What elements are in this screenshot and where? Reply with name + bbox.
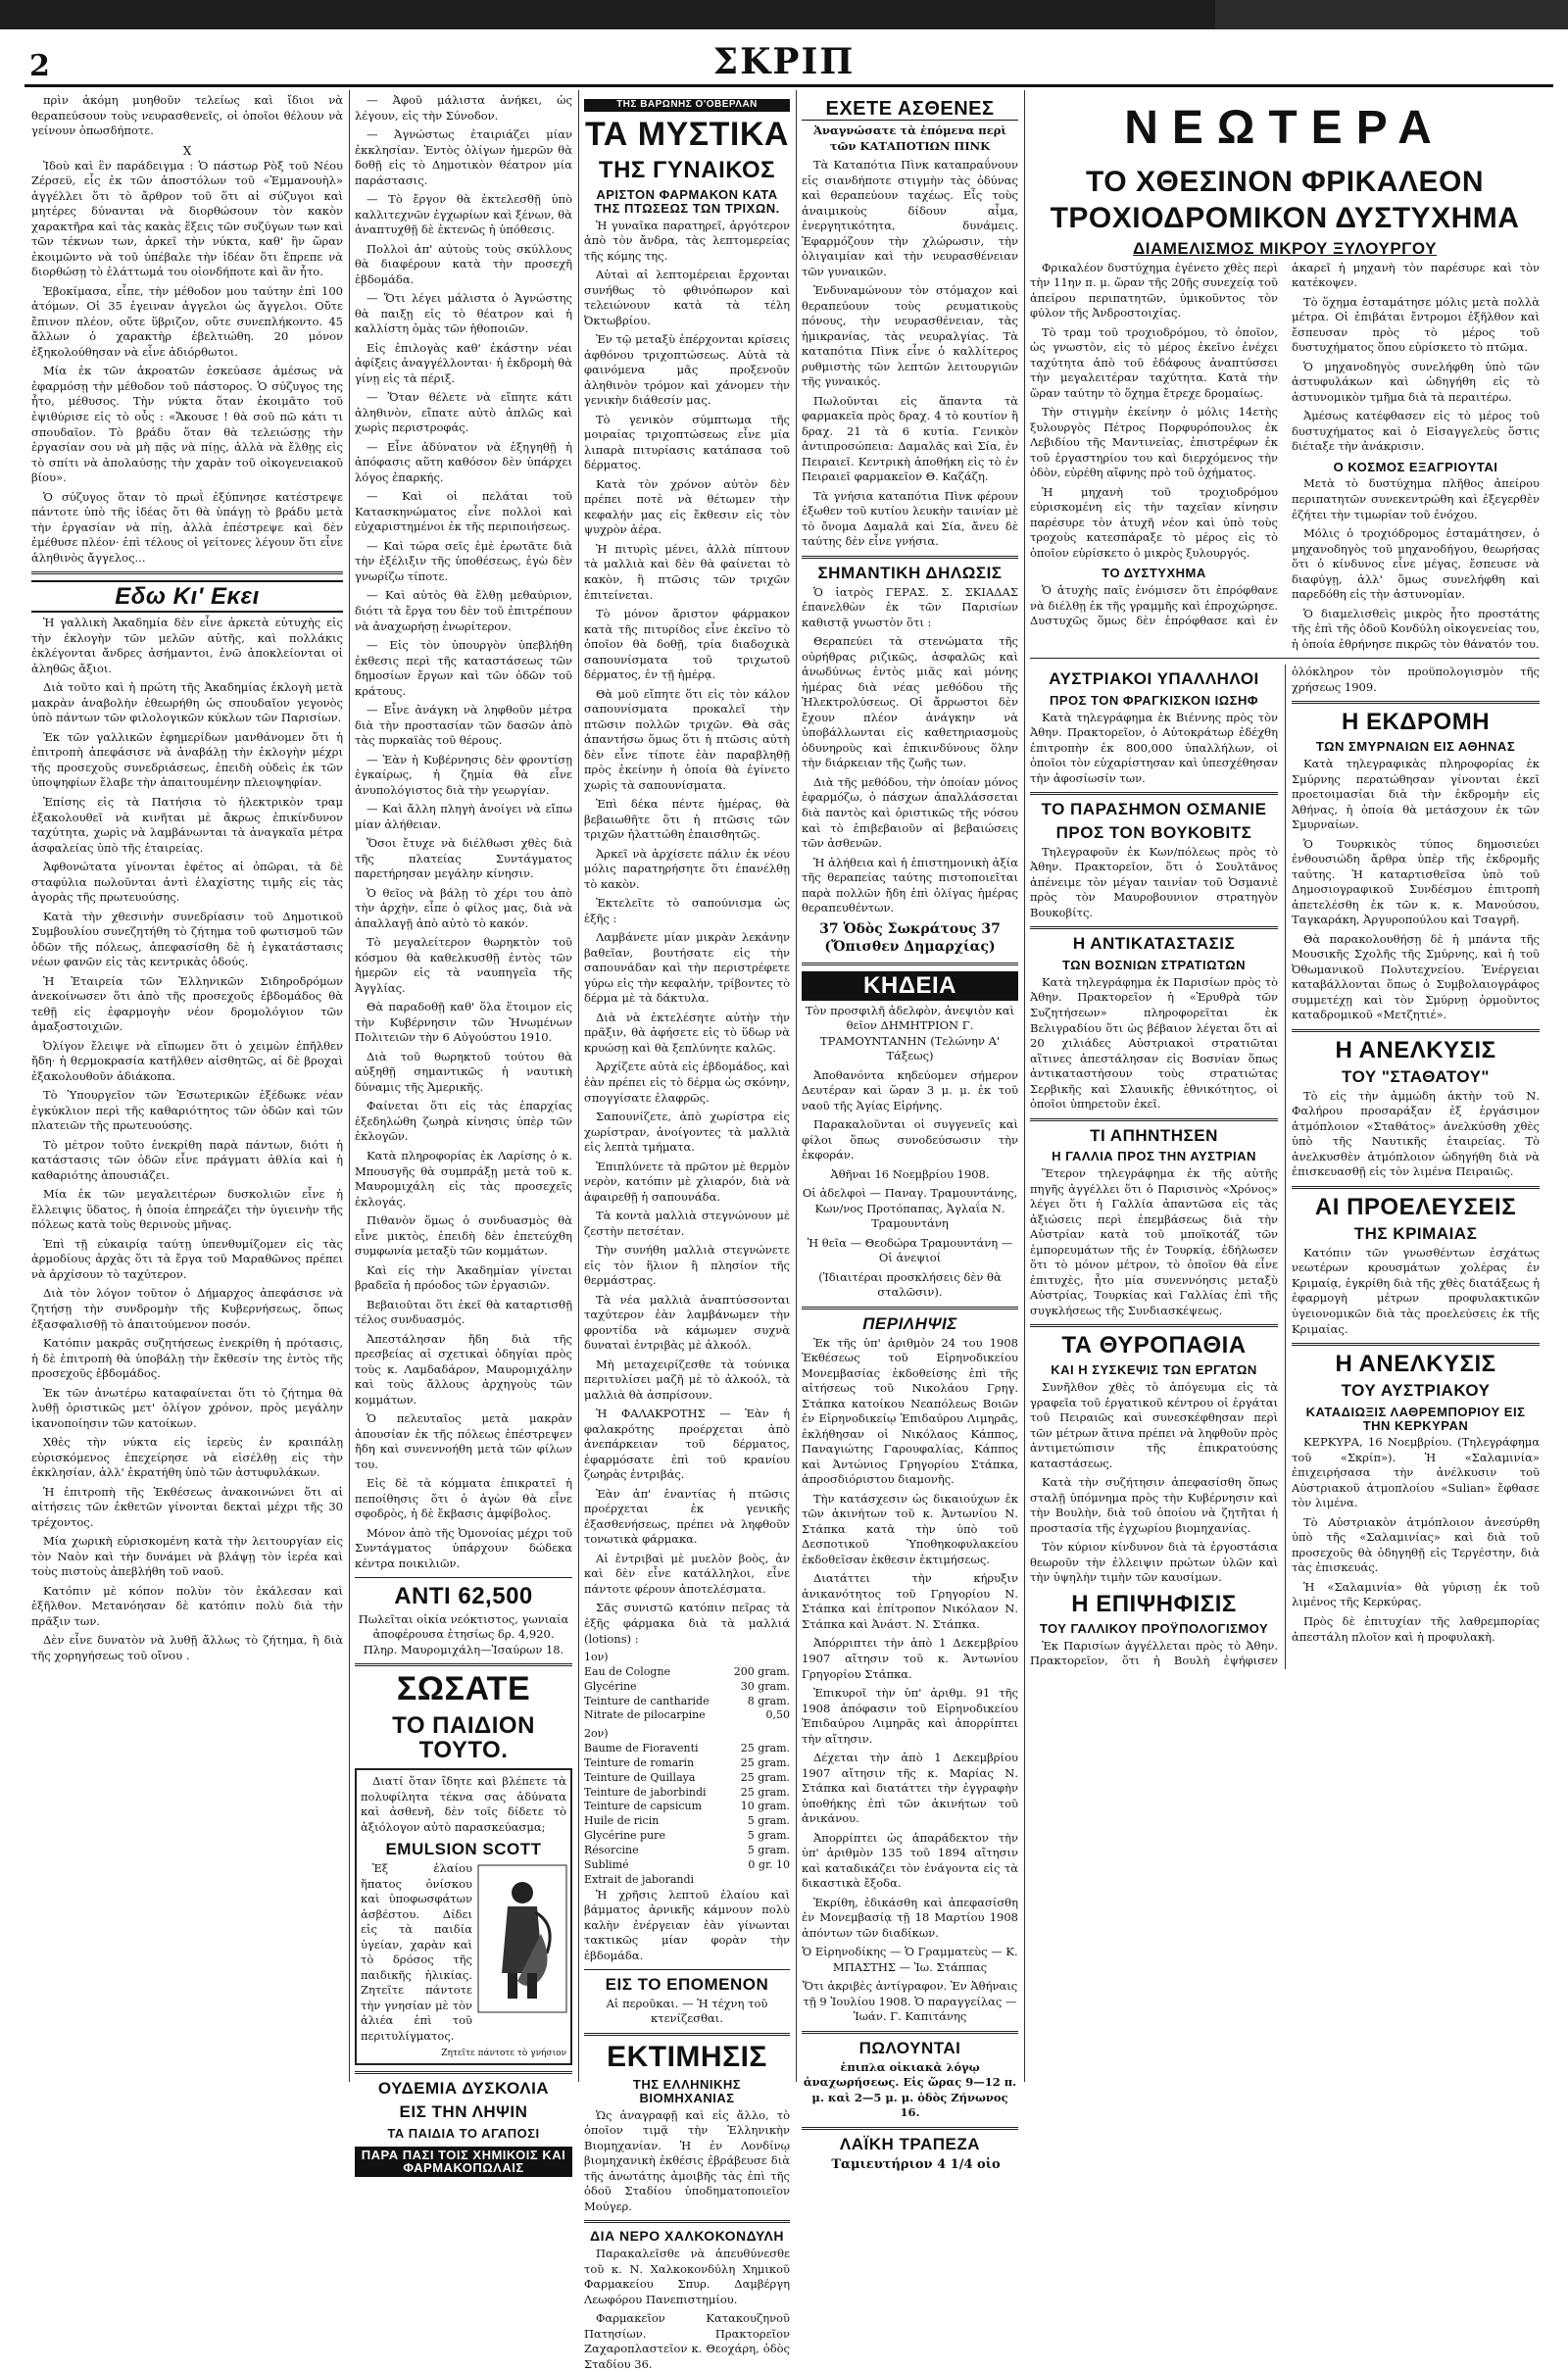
formula-row: Glycérine pure 5 gram. xyxy=(584,1829,790,1843)
news-item: Τὸ μέτρον τοῦτο ἐνεκρίθη παρὰ πάντων, διότι ἡ κατάστασις τῶν ὁδῶν εἶνε πράγματι ἀθλία καὶ ἡ καθαριότης ἀπουσιάζει. xyxy=(31,1137,343,1182)
legal-text: Διατάττει τὴν κήρυξιν ἀνικανότητος τοῦ Γρηγορίου Ν. Στάπκα καὶ ἐπίτροπον Νικόλαον Ν. Στάπκα καὶ Ἀνάστ. Ν. Στάπκα. xyxy=(802,1571,1018,1631)
ad-heading: ΣΩΣΑΤΕ xyxy=(396,1670,531,1708)
section-banner: ΝΕΩΤΕΡΑ xyxy=(1124,102,1446,154)
article-paragraph: Ἡ πιτυρὶς μένει, ἀλλὰ πίπτουν τὰ μαλλιὰ καὶ δὲν θὰ φαίνεται τὸ κακὸν, ἢ πτῶσις τῶν τριχῶν ἐπιτείνεται. xyxy=(584,541,790,602)
ad-heading: ΠΑΡΑ ΠΑΣΙ ΤΟΙΣ ΧΗΜΙΚΟΙΣ ΚΑΙ ΦΑΡΜΑΚΟΠΩΛΑΙΣ xyxy=(355,2147,572,2177)
obituary-text: Παρακαλοῦνται οἱ συγγενεῖς καὶ φίλοι ὅπως συνοδεύσωσιν τὴν ἐκφοράν. xyxy=(802,1117,1018,1162)
ad-text: Παρακαλεῖσθε νὰ ἀπευθύνεσθε τοῦ κ. Ν. Χαλκοκονδύλη Χημικοῦ Φαρμακείου Σπυρ. Δαμβέργη Λεωφόρου Πανεπιστημίου. xyxy=(584,2247,790,2306)
formula-list-1 xyxy=(584,1651,790,1723)
article-paragraph: Λαμβάνετε μίαν μικρὰν λεκάνην βαθεῖαν, βουτήσατε εἰς τὴν σαπουνάδαν καὶ τὴν περιστρέφετε γύρω εἰς τὴν κεφαλήν, τρίβοντες τὸ δέρμα μὲ τὰ δάκτυλα. xyxy=(584,930,790,1006)
article-paragraph: — Καὶ ἄλλη πληγὴ ἀνοίγει νὰ εἴπω μίαν ἀλήθειαν. xyxy=(355,802,572,831)
article-paragraph: Ὁ ἀτυχὴς παῖς ἐνόμισεν ὅτι ἐπρόφθανε νὰ διέλθῃ ἐκ τῆς γραμμῆς καὶ ἐπροχώρησε. Δυστυχῶς ὅμως δὲν ἐπρόφθασε καὶ ἐν ἀκαρεῖ ἡ μηχανὴ τὸν παρέσυρε καὶ τὸν κατέκοψεν. xyxy=(1030,260,1540,628)
column-3 xyxy=(584,93,790,2371)
column-divider xyxy=(1024,90,1025,2082)
article-paragraph: — Καὶ αὐτὸς θὰ ἔλθῃ μεθαύριον, διότι τὰ ἔργα του δὲν τοῦ ἐπιτρέπουν νὰ ἀναχωρήσῃ ἐνωρίτερον. xyxy=(355,588,572,633)
formula-row: Teinture de cantharide 8 gram. xyxy=(584,1694,790,1707)
article-subheading: Η ΓΑΛΛΙΑ ΠΡΟΣ ΤΗΝ ΑΥΣΤΡΙΑΝ xyxy=(1052,1149,1256,1164)
article-paragraph: Θὰ παραδοθῇ καθ' ὅλα ἕτοιμον εἰς τὴν Κυβέρνησιν τῶν Ἡνωμένων Πολιτειῶν τὴν 6 Αὐγούστου 1910. xyxy=(355,1000,572,1045)
article-paragraph: Καὶ εἰς τὴν Ἀκαδημίαν γίνεται βραδεῖα ἡ πρόοδος τῶν ἐργασιῶν. xyxy=(355,1262,572,1293)
legal-text: Ἀπορρίπτει ὡς ἀπαράδεκτον τὴν ὑπ' ἀριθμὸν 135 τοῦ 1894 αἴτησιν καὶ καταδικάζει τὸν ἐνάγοντα εἰς τὰ δικαστικὰ ἔξοδα. xyxy=(802,1830,1018,1891)
formula-row: Sublimé 0 gr. 10 xyxy=(584,1857,790,1871)
article-paragraph: Σαπουνίζετε, ἀπὸ χωρίστρα εἰς χωρίστραν, ἀνοίγοντες τὰ μαλλιὰ εἰς λεπτὰ τμήματα. xyxy=(584,1110,790,1155)
news-item: Τὸ Ὑπουργεῖον τῶν Ἐσωτερικῶν ἐξέδωκε νέαν ἐγκύκλιον περὶ τῆς καθαριότητος τῶν ὁδῶν καὶ τῶν πλατειῶν τῆς πρωτευούσης. xyxy=(31,1088,343,1133)
column-5 xyxy=(1030,93,1540,2080)
notice-address: 37 Ὁδὸς Σωκράτους 37 (Ὄπισθεν Δημαρχίας) xyxy=(819,920,1001,956)
ad-text: Ἀναγνώσατε τὰ ἑπόμενα περὶ τῶν ΚΑΤΑΠΟΤΙΩΝ ΠΙΝΚ xyxy=(813,124,1006,153)
news-item: Ἐπίσης εἰς τὰ Πατήσια τὸ ἡλεκτρικὸν τραμ ἐξακολουθεῖ νὰ κινῆται μὲ ἄκρως ἐπικίνδυνον ταχύτητα, χωρὶς νὰ λαμβάνωνται τὰ ἀναγκαῖα μέτρα ἀσφαλείας ὑπὸ τῆς ἑταιρείας. xyxy=(31,795,343,855)
article-paragraph: Ἐκ Παρισίων ἀγγέλλεται πρὸς τὸ Ἀθην. Πρακτορεῖον, ὅτι ἡ Βουλὴ ἐψήφισεν ὁλόκληρον τὸν προϋπολογισμὸν τῆς χρήσεως 1909. xyxy=(1030,665,1540,1668)
article-headline: ΕΚΤΙΜΗΣΙΣ xyxy=(607,2040,767,2073)
article-headline: Η ΑΝΕΛΚΥΣΙΣ xyxy=(1335,1351,1496,1378)
news-columns xyxy=(1030,665,1540,1668)
article-paragraph: Κατὰ τὸν χρόνον αὐτὸν δὲν πρέπει ποτὲ νὰ θέτωμεν τὴν κεφαλήν μας εἰς ἔκθεσιν εἰς τὸν ψυχρὸν ἀέρα. xyxy=(584,476,790,537)
article-paragraph: — Ἀφοῦ μάλιστα ἀνήκει, ὡς λέγουν, εἰς τὴν Σύνοδον. xyxy=(355,93,572,123)
legal-text: Ἐκ τῆς ὑπ' ἀριθμὸν 24 του 1908 Ἐκθέσεως τοῦ Εἰρηνοδικείου Μονεμβασίας ἐκδοθείσης ἐπὶ τῆς αἰτήσεως τοῦ Νικολάου Γρηγ. Στάπκα κατοίκου Νεαπόλεως Βοιῶν ἐν Εἰρηνοδικείῳ Ἐπιδαύρου Λιμηρᾶς, ἐκλήθησαν οἱ Νικόλαος Κάππος, Παναγιώτης Γαρουφαλίας, Κάππος καὶ Ἀντώνιος Γρηγορίου Στάπκα, ἀπροσδιόριστου διαμονῆς. xyxy=(802,1335,1018,1487)
section-heading: ΠΕΡΙΛΗΨΙΣ xyxy=(862,1313,957,1333)
article-paragraph: Μετὰ τὸ δυστύχημα πλῆθος ἀπείρου περιπατητῶν συνεκεντρώθη καὶ ἐξεγερθὲν ἐζήτει τὴν τιμωρίαν τοῦ ἐνόχου. xyxy=(1292,476,1540,521)
article-paragraph: Πιθανὸν ὅμως ὁ συνδυασμὸς θὰ εἶνε μικτὸς, ἐπειδὴ δὲν ἐπετεύχθη συμφωνία μεταξὺ τῶν κομμάτων. xyxy=(355,1213,572,1259)
formula-list-2 xyxy=(584,1727,790,1887)
ad-heading: ΑΝΤΙ 62,500 xyxy=(394,1583,533,1610)
notice-text: Διὰ τῆς μεθόδου, τὴν ὁποίαν μόνος ἐφαρμόζω, ὁ πάσχων ἀπαλλάσσεται διὰ παντὸς καὶ ὁριστικῶς τῆς νόσου καὶ τὸ ἐπιβεβαιοῦν αἱ βεβαιώσεις τῶν ἀσθενῶν. xyxy=(802,774,1018,851)
section-heading: ΣΗΜΑΝΤΙΚΗ ΔΗΛΩΣΙΣ xyxy=(817,563,1003,582)
legal-text: Ὁ Εἰρηνοδίκης — Ὁ Γραμματεὺς — Κ. ΜΠΑΣΤΗΣ — Ἰω. Στάππας xyxy=(802,1945,1018,1974)
article-headline: Η ΕΚΔΡΟΜΗ xyxy=(1341,709,1491,736)
news-item: Χθὲς τὴν νύκτα εἰς ἰερεὺς ἐν κραιπάλῃ εὑρισκόμενος ἐπεχείρησε νὰ εἰσέλθῃ εἰς τὴν ἐκκλησίαν, ἀλλ' ἐκρατήθη ὑπὸ τῶν ἀστυφυλάκων. xyxy=(31,1435,343,1480)
notice-text: Θεραπεύει τὰ στενώματα τῆς οὐρήθρας ριζικῶς, ἀσφαλῶς καὶ ἀνωδύνως ἐντὸς μιᾶς καὶ μόνης ἡμέρας διὰ νέας μεθόδου τῆς Ἡλεκτρολύσεως. Οἱ ἄρρωστοι δὲν ἔχουν πλέον ἀνάγκην νὰ ὑποβάλλωνται εἰς καθετηριασμοὺς ὀδυνηροὺς καὶ ἐπικινδύνους ὅλην τὴν διάρκειαν τῆς ζωῆς των. xyxy=(802,634,1018,770)
news-item: Δὲν εἶνε δυνατὸν νὰ λυθῇ ἄλλως τὸ ζήτημα, ἢ διὰ τῆς χορηγήσεως τοῦ οἴνου . xyxy=(31,1633,343,1662)
article-paragraph: Ἕτερον τηλεγράφημα ἐκ τῆς αὐτῆς πηγῆς ἀγγέλλει ὅτι ὁ Παρισινὸς «Χρόνος» λέγει ὅτι ἡ Γαλλία ἀπαντῶσα εἰς τὰς ἀξιώσεις περὶ ἐπεμβάσεως διὰ τὴν Αὐστρίαν κατὰ τοῦ μποϊκοτάζ τῶν ἐμπορευμάτων τῆς ἐν Τουρκίᾳ, ἐδήλωσεν ὅτι τὸ μόνον μέτρον, τὸ ὁποῖον θὰ εἶνε ἐπιτυχὲς, ἦτο μία συνεννόησις μεταξὺ Αὐστρίας, Τουρκίας καὶ Γαλλίας ἐπὶ τῆς συγκλήσεως τῆς Συνδιασκέψεως. xyxy=(1030,1166,1278,1317)
article-subheading: ΤΗΣ ΕΛΛΗΝΙΚΗΣ ΒΙΟΜΗΧΑΝΙΑΣ xyxy=(632,2077,742,2106)
article-paragraph: Τηλεγραφοῦν ἐκ Κων/πόλεως πρὸς τὸ Ἀθην. Πρακτορεῖον, ὅτι ὁ Σουλτᾶνος ἀπένειμε τὸν μέγαν ταινίαν τοῦ Ὀσμανιὲ πρὸς τὸν Μαυροβουνιον στρατηγὸν Βουκοβίτς. xyxy=(1030,844,1278,919)
legal-text: Ἐπικυροῖ τὴν ὑπ' ἀριθμ. 91 τῆς 1908 ἀπόφασιν τοῦ Εἰρηνοδικείου Ἐπιδαύρου Λιμηρᾶς καὶ ἀπορρίπτει τὴν αἴτησιν. xyxy=(802,1686,1018,1746)
article-paragraph: Φρικαλέον δυστύχημα ἐγένετο χθὲς περὶ τὴν 11ην π. μ. ὥραν τῆς 20ῆς συνεχείᾳ τοῦ ἀπείρου περιπατητῶν, ὑμικοῦντος τὸν φύλον τῆς Ἀνδροστοιχίας. xyxy=(1030,260,1278,321)
article-paragraph: Συνῆλθον χθὲς τὸ ἀπόγευμα εἰς τὰ γραφεῖα τοῦ ἐργατικοῦ κέντρου οἱ ἐργάται τοῦ Πειραιῶς καὶ συνεσκέφθησαν περὶ τῶν μέτρων ἅτινα πρέπει νὰ ληφθοῦν πρὸς ἀντιμετώπισιν τῆς ἐπικρατούσης καταστάσεως. xyxy=(1030,1380,1278,1470)
article-paragraph: Διὰ νὰ ἐκτελέσητε αὐτὴν τὴν πρᾶξιν, θὰ ἀφήσετε εἰς τὸ ὕδωρ νὰ κρυώσῃ καὶ θὰ ξεπλύνητε καλῶς. xyxy=(584,1010,790,1055)
article-paragraph: Ἐπὶ δέκα πέντε ἡμέρας, θὰ βεβαιωθῆτε ὅτι ἡ πτῶσις τῶν τριχῶν ἠλαττώθη ἐπαισθητῶς. xyxy=(584,797,790,842)
article-paragraph: Ὁ διαμελισθεὶς μικρὸς ἦτο προστάτης τῆς ἐπὶ τῆς ὁδοῦ Κονδύλη οἰκογενείας του, ἡ ὁποία ἐθρήνησε πικρῶς τὸν θάνατόν του. xyxy=(1292,606,1540,651)
column-2 xyxy=(355,93,572,2176)
article-subheading: ΚΑΙ Η ΣΥΣΚΕΨΙΣ ΤΩΝ ΕΡΓΑΤΩΝ xyxy=(1051,1362,1257,1378)
article-subheading: ΤΗΣ ΚΡΙΜΑΙΑΣ xyxy=(1353,1224,1478,1244)
article-paragraph: — Καὶ οἱ πελάται τοῦ Κατασκηνώματος εἶνε πολλοὶ καὶ εὐχαριστημένοι ἐκ τῆς περιποιήσεως. xyxy=(355,489,572,534)
article-paragraph: Μόλις ὁ τροχιόδρομος ἐσταμάτησεν, ὁ μηχανοδηγὸς τοῦ μηχανοδήγου, θεωρήσας ὅτι ὁ κίνδυνος εἶνε μέγας, ἔσπευσε νὰ διαφύγῃ, ἀλλ' ὅμως συνελήφθη καὶ παρεδόθη εἰς τὴν ἀστυνομίαν. xyxy=(1292,526,1540,602)
article-paragraph: Διὰ τοῦ θωρηκτοῦ τούτου θὰ αὐξηθῇ σημαντικῶς ἡ ναυτικὴ δύναμις τῆς Ἀμερικῆς. xyxy=(355,1049,572,1094)
article-headline: ΤΡΟΧΙΟΔΡΟΜΙΚΟΝ ΔΥΣΤΥΧΗΜΑ xyxy=(1050,202,1520,235)
ad-text: Ἐνδυναμώνουν τὸν στόμαχον καὶ θεραπεύουν τοὺς ρευματικοὺς πόνους, τὴν νευρασθένειαν, τὰς ἡμικρανίας, τὰς νευραλγίας. Τὰ καταπότια Πὶνκ εἶνε ὁ καλλίτερος ρυθμιστὴς τῶν λεπτῶν λειτουργιῶν τῆς γυναικός. xyxy=(802,283,1018,389)
formula-row: Huile de ricin 5 gram. xyxy=(584,1814,790,1828)
article-headline: ΑΥΣΤΡΙΑΚΟΙ ΥΠΑΛΛΗΛΟΙ xyxy=(1049,669,1259,689)
article-paragraph: Ἀρχίζετε αὐτὰ εἰς ἑβδομάδος, καὶ ἐὰν πρέπει εἰς τὸ δέρμα ὡς σκόνην, σπογγίσατε ἐλαφρῶς. xyxy=(584,1060,790,1105)
ad-heading: ΕΙΣ ΤΗΝ ΛΗΨΙΝ xyxy=(399,2102,528,2122)
series-subtitle: ΤΗΣ ΒΑΡΩΝΗΣ Ο'ΟΒΕΡΛΑΝ xyxy=(584,99,790,112)
ad-text: Τὰ Καταπότια Πὶνκ καταπραΰνουν εἰς σιανδήποτε στιγμὴν τὰς ὀδύνας καὶ θεραπεύουν ταχέως. Εἶς τοὺς ἀναιμικοὺς δίδουν αἷμα, ἐνεργητικότητα, δυνάμεις. Ἐφαρμόζουν τὴν χλώρωσιν, τὴν ὀλιγαιμίαν καὶ τὴν νευρασθένειαν τῶν γυναικῶν. xyxy=(802,158,1018,278)
news-item: Μία ἐκ τῶν μεγαλειτέρων δυσκολιῶν εἶνε ἡ ἔλλειψις ὕδατος, ἡ ὁποία ἐπηρεάζει τὴν ὑγιεινὴν τῆς πόλεως κατὰ τοὺς θερινοὺς μῆνας. xyxy=(31,1187,343,1232)
section-heading: Ο ΚΟΣΜΟΣ ΕΞΑΓΡΙΟΥΤΑΙ xyxy=(1333,459,1498,474)
article-subheading: ΤΟΥ ΓΑΛΛΙΚΟΥ ΠΡΟΫΠΟΛΟΓΙΣΜΟΥ xyxy=(1039,1620,1269,1636)
ad-text: Ἐξ ἐλαίου ἥπατος ὀνίσκου καὶ ὑποφωσφάτων ἀσβέστου. Δίδει εἰς τὰ παιδία ὑγείαν, χαρὰν καὶ τὸ δρόσος τῆς παιδικῆς ἡλικίας. Ζητεῖτε πάντοτε τὴν γνησίαν μὲ τὸν ἁλιέα ἐπὶ τοῦ περιτυλίγματος. xyxy=(361,1861,472,2043)
article-paragraph: Πρὸς δὲ ἐπιτυχίαν τῆς λαθρεμπορίας ἀπεστάλη πλοῖον καὶ ἡ προφυλακὴ. xyxy=(1292,1614,1540,1644)
article-paragraph: Τὸ μεγαλείτερον θωρηκτὸν τοῦ κόσμου θὰ καθελκυσθῇ ἐντὸς τῶν ἡμερῶν εἰς τὰ ναυπηγεῖα τῆς Ἀγγλίας. xyxy=(355,935,572,995)
ad-text: Διατί ὅταν ἴδητε καὶ βλέπετε τὰ πολυφίλητα τέκνα σας ἀδύνατα καὶ ἀσθενῆ, δὲν τοῖς δίδετε τὸ ἀξιόλογον αὐτὸ παρασκεύασμα; xyxy=(361,1774,566,1834)
notice-text: Ὁ ἰατρὸς ΓΕΡΑΣ. Σ. ΣΚΙΑΔΑΣ ἐπανελθὼν ἐκ τῶν Παρισίων καθιστᾷ γνωστὸν ὅτι : xyxy=(802,584,1018,629)
article-paragraph: — Καὶ τώρα σεῖς ἐμὲ ἐρωτᾶτε διὰ τὴν ἐξέλιξιν τῆς ὑποθέσεως, ἐγὼ δὲν γνωρίζω τίποτε. xyxy=(355,538,572,583)
article-headline: Η ΕΠΙΨΗΦΙΣΙΣ xyxy=(1071,1590,1237,1617)
article-paragraph: — Ἀγνώστως ἐταιριάζει μίαν ἐκκλησίαν. Ἐντὸς ὀλίγων ἡμερῶν θὰ δοθῇ εἰς τὸ Δημοτικὸν θέατρον μία παράστασις. xyxy=(355,127,572,187)
article-paragraph: Ὁ σύζυγος ὅταν τὸ πρωῒ ἐξύπνησε κατέστρεψε πάντοτε ὑπὸ τῆς ἰδέας ὅτι θὰ ὑπάγῃ τὸ βράδυ μετὰ τὴν ἐργασίαν νὰ πίῃ, ἀλλὰ ἐπέστρεψε καὶ δὲν ἐμέθυσε πλέον· ἐπὶ τέλους οἱ γείτονες λέγουν ὅτι εἶνε ἀληθινὸς ἄγγελος... xyxy=(31,489,343,565)
article-paragraph: Αἱ περοῦκαι. — Ἡ τέχνη τοῦ κτενίζεσθαι. xyxy=(606,1996,768,2026)
article-paragraph: Μόνον ἀπὸ τῆς Ὀμονοίας μέχρι τοῦ Συντάγματος ὑπάρχουν δώδεκα κέντρα ποικιλιῶν. xyxy=(355,1525,572,1570)
news-item: Διὰ τοῦτο καὶ ἡ πρώτη τῆς Ἀκαδημίας ἐκλογὴ μετὰ μακρὰν ἀναβολὴν ἐθεωρήθη ὡς σπουδαῖον γεγονὸς ὑπὸ πάντων τῶν φιλολογικῶν κύκλων τῶν Παρισίων. xyxy=(31,680,343,725)
legal-text: Δέχεται τὴν ἀπὸ 1 Δεκεμβρίου 1907 αἴτησιν τῆς κ. Μαρίας Ν. Στάπκα καὶ διατάττει τὴν ἐγγραφὴν ὑποθήκης ἐπὶ τῶν ἀκινήτων τοῦ ἀνικάνου. xyxy=(802,1751,1018,1826)
formula-row: Teinture de romarin 25 gram. xyxy=(584,1755,790,1769)
article-paragraph: Ἐπιπλύνετε τὰ πρῶτον μὲ θερμὸν νερὸν, κατόπιν μὲ χλιαρόν, διὰ νὰ ἀφαιρεθῇ ἡ σαπουνάδα. xyxy=(584,1159,790,1204)
article-subheading: ΑΡΙΣΤΟΝ ΦΑΡΜΑΚΟΝ ΚΑΤΑ ΤΗΣ ΠΤΩΣΕΩΣ ΤΩΝ ΤΡΙΧΩΝ. xyxy=(594,187,780,217)
article-paragraph: Ἀμέσως κατέφθασεν εἰς τὸ μέρος τοῦ δυστυχήματος καὶ ὁ Εἰσαγγελεὺς ὅστις διέταξε τὴν ἀνάκρισιν. xyxy=(1292,409,1540,454)
article-headline: Η ΑΝΤΙΚΑΤΑΣΤΑΣΙΣ xyxy=(1072,934,1236,954)
news-item: Ἐκ τῶν ἀνωτέρω καταφαίνεται ὅτι τὸ ζήτημα θὰ λυθῇ ὁριστικῶς μετ' ὀλίγον χρόνον, πρὸς μεγάλην ἱκανοποίησιν τῶν κατοίκων. xyxy=(31,1385,343,1430)
ad-text: Φαρμακεῖον Κατακουζηνοῦ Πατησίων. Πρακτορεῖον Ζαχαροπλαστεῖον κ. Θεοχάρη, ὁδὸς Σταδίου 36. xyxy=(584,2311,790,2371)
column-divider xyxy=(578,90,579,2082)
news-item: Ἡ Ἑταιρεία τῶν Ἑλληνικῶν Σιδηροδρόμων ἀνεκοίνωσεν ὅτι ἀπὸ τῆς προσεχοῦς ἑβδομάδος θὰ τεθῇ εἰς ἐφαρμογὴν νέον δρομολόγιον τῶν ἁμαξοστοιχιῶν. xyxy=(31,973,343,1034)
obituary-text: Ἡ θεῖα — Θεοδώρα Τραμουντάνη — Οἱ ἀνεψιοί xyxy=(807,1235,1013,1265)
news-item: Μία χωρικὴ εὑρισκομένη κατὰ τὴν λειτουργίαν εἰς τὸν Ναὸν καὶ τὴν δυνάμει νὰ βλάψῃ τὸν ἱερέα καὶ τοὺς πιστοὺς ἀπεβλήθη τοῦ ναοῦ. xyxy=(31,1534,343,1579)
news-columns xyxy=(1030,261,1540,653)
ad-heading: ΔΙΑ ΝΕΡΟ ΧΑΛΚΟΚΟΝΔΥΛΗ xyxy=(590,2228,784,2245)
ad-brand: EMULSION SCOTT xyxy=(385,1840,542,1859)
formula-row: Eau de Cologne 200 gram. xyxy=(584,1664,790,1678)
article-paragraph: Ὡς ἀναγραφῇ καὶ εἰς ἄλλο, τὸ ὁποῖον τιμᾷ τὴν Ἑλληνικὴν Βιομηχανίαν. Ἡ ἐν Λονδίνῳ βιομηχανικὴ ἐκθέσις ἐβράβευσε διὰ τῆς ἀνωτάτης ἀμοιβῆς τὰς ἐπὶ τῆς ὁδοῦ Σταδίου ὑποδηματοποιεῖον Μούγερ. xyxy=(584,2107,790,2213)
legal-text: Ὅτι ἀκριβὲς ἀντίγραφον. Ἐν Ἀθήναις τῇ 9 Ἰουλίου 1908. Ὁ παραγγείλας — Ἰωάν. Γ. Καπιτάνης xyxy=(802,1979,1018,2024)
article-paragraph: Ἐκτελεῖτε τὸ σαπούνισμα ὡς ἑξῆς : xyxy=(584,896,790,925)
notice-text: Ἡ ἀλήθεια καὶ ἡ ἐπιστημονικὴ ἀξία τῆς θεραπείας ταύτης πιστοποιεῖται παρὰ πολλῶν ἤδη ἐπὶ ὀλίγας ἡμέρας θεραπευθέντων. xyxy=(802,855,1018,915)
article-paragraph: Τὴν στιγμὴν ἐκείνην ὁ μόλις 14ετὴς ξυλουργὸς Πέτρος Πορφυρόπουλος ἐκ Λεβιδίου τῆς Μαντινείας, ἐπιστρέφων ἐκ τοῦ ἐργαστηρίου του καὶ διερχόμενος τὴν ὁδὸν, εὑρέθη αἴφνης πρὸ τοῦ ὀχήματος. xyxy=(1030,405,1278,480)
article-paragraph: Τὸ Αὐστριακὸν ἀτμόπλοιον ἀνεσύρθη ὑπὸ τῆς «Σαλαμινίας» καὶ διὰ τοῦ προσεχοῦς θὰ ὁδηγηθῇ εἰς Τεργέστην, διὰ τὰς ἐπισκευάς. xyxy=(1292,1514,1540,1575)
article-paragraph: Τὸ τραμ τοῦ τροχιοδρόμου, τὸ ὁποῖον, ὡς γνωστὸν, εἰς τὸ μέρος ἐκεῖνο ἐνέχει ταχύτητα ἀπὸ τοῦ ἐδάφους ἀναπτύσσει τὴν μεγαλειτέραν ταχύτητα. Κατὰ τὴν ὥραν ταύτην τὸ ὅχημα ἔτρεχε δρομαίως. xyxy=(1030,324,1278,400)
article-paragraph: — Ὅταν θέλετε νὰ εἴπητε κάτι ἀληθινὸν, εἴπατε αὐτὸ ἀπλῶς καὶ χωρὶς περιστροφάς. xyxy=(355,390,572,435)
article-subheading: ΤΟΥ ΑΥΣΤΡΙΑΚΟΥ xyxy=(1341,1381,1491,1401)
article-paragraph: Εἰς ἐπιλογὰς καθ' ἐκάστην νέαι ἀφίξεις ἀναγγέλλονται· ἡ ἐκδρομὴ θὰ γίνῃ εἰς τὰ πέριξ. xyxy=(355,340,572,385)
formula-row: Résorcine 5 gram. xyxy=(584,1844,790,1856)
formula-row: Baume de Fioraventi 25 gram. xyxy=(584,1742,790,1755)
ad-text: Πωλεῖται οἰκία νεόκτιστος, γωνιαία ἀποφέρουσα ἐτησίως δρ. 4,920. Πληρ. Μαυρομιχάλη—Ἰσαύρων 18. xyxy=(358,1611,569,1656)
article-paragraph: Ἡ χρῆσις λεπτοῦ ἐλαίου καὶ βάμματος ἀρνικῆς κάμνουν πολὺ καλὴν ἐνέργειαν ἐὰν γίνωνται τακτικῶς μίαν φορὰν τὴν ἑβδομάδα. xyxy=(584,1887,790,1962)
article-paragraph: Αἱ ἐντριβαὶ μὲ μυελὸν βοὸς, ἀν καὶ δὲν εἶνε κατάλληλοι, εἶνε πάντοτε φέρουν ἀποτελέσματα. xyxy=(584,1551,790,1596)
ad-heading: ΤΟ ΠΑΙΔΙΟΝ ΤΟΥΤΟ. xyxy=(392,1711,535,1764)
article-paragraph: Κατὰ τὴν συζήτησιν ἀπεφασίσθη ὅπως σταλῇ ὑπόμνημα πρὸς τὴν Κυβέρνησιν καὶ τὴν Βουλὴν, διὰ τοῦ ὁποίου νὰ ζητῆται ἡ προστασία τῆς ἐγχωρίου βιομηχανίας. xyxy=(1030,1475,1278,1535)
article-subheading: ΔΙΑΜΕΛΙΣΜΟΣ ΜΙΚΡΟΥ ΞΥΛΟΥΡΓΟΥ xyxy=(1133,238,1437,258)
news-item: Ἐπὶ τῇ εὐκαιρίᾳ ταύτῃ ὑπενθυμίζομεν εἰς τὰς ἀρμοδίους ἀρχὰς ὅτι τὰ ἔργα τοῦ Μαραθῶνος πρέπει νὰ ἀρχίσουν τὸ ταχύτερον. xyxy=(31,1236,343,1281)
legal-text: Ἀπόρριπτει τὴν ἀπὸ 1 Δεκεμβρίου 1907 αἴτησιν τοῦ κ. Ἀντωνίου Γρηγορίου Στάπκα. xyxy=(802,1636,1018,1681)
article-paragraph: Τὴν συνήθη μαλλιὰ στεγνώνετε εἰς τὸν ἥλιον ἢ πλησίον τῆς θερμάστρας. xyxy=(584,1243,790,1288)
article-paragraph: Ἐν τῷ μεταξὺ ἐπέρχονται κρίσεις ἀφθόνου τριχοπτώσεως. Αὐτὰ τὰ φαινόμενα μᾶς προξενοῦν ἀληθινὸν τρόμον καὶ χάνομεν τὴν γενικὴν διάθεσίν μας. xyxy=(584,332,790,408)
news-item: Ἡ ἐπιτροπὴ τῆς Ἐκθέσεως ἀνακοινώνει ὅτι αἱ αἰτήσεις τῶν ἐκθετῶν γίνονται δεκταὶ μέχρι τῆς 30 τρέχοντος. xyxy=(31,1484,343,1529)
article-paragraph: πρὶν ἀκόμη μυηθοῦν τελείως καὶ ἴδιοι νὰ θεραπεύσουν τοὺς νευρασθενεῖς, οἱ ὁποῖοι θέλουν νὰ γείνουν ὁπωσδήποτε. xyxy=(31,93,343,138)
news-item: Ὀλίγον ἔλειψε νὰ εἴπωμεν ὅτι ὁ χειμὼν ἐπῆλθεν ἤδη· ἡ θερμοκρασία κατῆλθεν αἰσθητῶς, αἱ δὲ βροχαὶ ἐξακολουθοῦν ἀδιάκοπα. xyxy=(31,1038,343,1083)
article-paragraph: Ἀρκεῖ νὰ ἀρχίσετε πάλιν ἐκ νέου μόλις παρατηρήσητε ὅτι ἐπανέλθῃ τὸ κακὸν. xyxy=(584,846,790,891)
legal-text: Τὴν κατάσχεσιν ὡς δικαιούχων ἐκ τῶν ἀκινήτων τοῦ κ. Ἀντωνίου Ν. Στάπκα κατὰ τὴν ὑπὸ τοῦ Δεσποτικοῦ Ὑποθηκοφυλακείου ἐκδοθεῖσαν ἐκθεσιν ἐκτιμήσεως. xyxy=(802,1491,1018,1566)
article-headline: ΤΟ ΠΑΡΑΣΗΜΟΝ ΟΣΜΑΝΙΕ xyxy=(1041,800,1267,819)
ad-text: ἐπιπλα οἰκιακὰ λόγῳ ἀναχωρήσεως. Εἰς ὥρας 9—12 π. μ. καὶ 2—5 μ. μ. ὁδὸς Ζήνωνος 16. xyxy=(803,2059,1017,2120)
obituary-text: (Ἰδιαιτέραι προσκλήσεις δὲν θὰ σταλῶσιν). xyxy=(818,1269,1002,1300)
article-headline: ΤΙ ΑΠΗΝΤΗΣΕΝ xyxy=(1090,1125,1218,1145)
article-paragraph: Εἰς δὲ τὰ κόμματα ἐπικρατεῖ ἡ πεποίθησις ὅτι ὁ ἀγὼν θὰ εἶνε σφοδρὸς, ἡ δὲ ἔκβασις ἀμφίβολος. xyxy=(355,1476,572,1521)
article-paragraph: — Ἐὰν ἡ Κυβέρνησις δὲν φροντίσῃ ἐγκαίρως, ἡ ζημία θὰ εἶνε ἀνυπολόγιστος διὰ τὴν γεωργίαν. xyxy=(355,752,572,797)
article-paragraph: — Εἰς τὸν ὑπουργὸν ὑπεβλήθη ἐκθεσις περὶ τῆς καταστάσεως τῶν δημοσίων ἔργων καὶ τῶν ὁδῶν τοῦ κράτους. xyxy=(355,638,572,698)
column-divider xyxy=(796,90,797,2082)
article-paragraph: Ὅσοι ἔτυχε νὰ διέλθωσι χθὲς διὰ τῆς πλατείας Συντάγματος παρετήρησαν μεγάλην κίνησιν. xyxy=(355,836,572,881)
news-item: Κατὰ τὴν χθεσινὴν συνεδρίασιν τοῦ Δημοτικοῦ Συμβουλίου συνεζητήθη τὸ ζήτημα τοῦ φωτισμοῦ τῶν ὁδῶν τῆς πόλεως, ἀπεφασίσθη δὲ ἡ ἐγκατάστασις νέων φανῶν εἰς τὰς κεντρικὰς ὁδούς. xyxy=(31,909,343,969)
news-item: Κατόπιν μακρᾶς συζητήσεως ἐνεκρίθη ἡ πρότασις, ἡ δὲ ἐπιτροπὴ θὰ ὑποβάλῃ τὴν ἔκθεσίν της ἐντὸς τῆς προσεχοῦς ἑβδομάδος. xyxy=(31,1336,343,1381)
article-paragraph: — Εἶνε ἀδύνατον νὰ ἐξηγηθῇ ἡ ἀπόφασις αὕτη καθόσον δὲν ὑπάρχει λόγος ἐπαρκής. xyxy=(355,439,572,484)
article-subheading: ΠΡΟΣ ΤΟΝ ΒΟΥΚΟΒΙΤΣ xyxy=(1055,823,1252,843)
section-heading: ΕΙΣ ΤΟ ΕΠΟΜΕΝΟΝ xyxy=(605,1975,769,1995)
article-paragraph: Θὰ μοῦ εἴπητε ὅτι εἰς τὸν κάλον σαπουνίσματα προκαλεῖ τὴν πτῶσιν πολλῶν τριχῶν. Θὰ σᾶς ἀπαντήσω ὅμως ὅτι ἡ πτῶσις αὐτὴ δὲν εἶνε τίποτε ἐὰν παραβληθῇ πρὸς ἐκείνην ἡ ὁποία θὰ ἐγίνετο χωρὶς τὰ σαπουνίσματα. xyxy=(584,686,790,792)
article-paragraph: — Εἶνε ἀνάγκη νὰ ληφθοῦν μέτρα διὰ τὴν προστασίαν τῶν δασῶν ἀπὸ τὰς πυρκαϊὰς τοῦ θέρους. xyxy=(355,703,572,748)
article-paragraph: ΚΕΡΚΥΡΑ, 16 Νοεμβρίου. (Τηλεγράφημα τοῦ «Σκρίπ»). Ἡ «Σαλαμινία» ἐπιχειρήσασα τὴν ἀνέλκυσιν τοῦ Αὐστριακοῦ ἀτμοπλοίου «Sulian» ἔφθασε τὸν λιμένα. xyxy=(1292,1435,1540,1510)
legal-text: Ἐκρίθη, ἐδικάσθη καὶ ἀπεφασίσθη ἐν Μονεμβασίᾳ τῇ 18 Μαρτίου 1908 ἀπόντων τῶν διαδίκων. xyxy=(802,1895,1018,1940)
article-paragraph: Αὐταὶ αἱ λεπτομέρειαι ἔρχονται συνήθως τὸ φθινόπωρον καὶ τελειώνουν κατὰ τὰ τέλη Ὀκτωβρίου. xyxy=(584,268,790,327)
article-paragraph: Ἡ ΦΑΛΑΚΡΟΤΗΣ — Ἐὰν ἡ φαλακρότης προέρχεται ἀπὸ ἀνεπάρκειαν τοῦ δέρματος, ἐφαρμόσατε ἐπὶ τοῦ κρανίου ζωηρὰς ἐντριβάς. xyxy=(584,1407,790,1482)
article-paragraph: Τὸν κύριον κίνδυνον διὰ τὰ ἐργοστάσια θεωροῦν τὴν ἐλλειψιν πρώτων ὑλῶν καὶ τὴν ὑψηλὴν τιμὴν τῶν καυσίμων. xyxy=(1030,1540,1278,1585)
article-subheading: ΤΟΥ "ΣΤΑΘΑΤΟΥ" xyxy=(1342,1066,1490,1086)
formula-row: Glycérine 30 gram. xyxy=(584,1679,790,1693)
ad-heading: ΠΩΛΟΥΝΤΑΙ xyxy=(858,2038,961,2057)
formula-row: Nitrate de pilocarpine 0,50 xyxy=(584,1708,790,1722)
article-paragraph: Ὁ θεῖος νὰ βάλῃ τὸ χέρι του ἀπὸ τὴν ἀρχὴν, εἶπε ὁ φίλος μας, διὰ νὰ ἀπαλλαγῇ ἀπὸ αὐτὸ τὸ κακόν. xyxy=(355,885,572,930)
article-headline: ΑΙ ΠΡΟΕΛΕΥΣΕΙΣ xyxy=(1314,1193,1517,1220)
article-paragraph: Βεβαιοῦται ὅτι ἐκεῖ θὰ καταρτισθῇ τέλος συνδυασμός. xyxy=(355,1297,572,1327)
article-paragraph: Τὰ κοντὰ μαλλιὰ στεγνώνουν μὲ ζεστὴν πετσέταν. xyxy=(584,1209,790,1238)
article-paragraph: Ἡ «Σαλαμινία» θὰ γύρισῃ ἐκ τοῦ λιμένος τῆς Κερκύρας. xyxy=(1292,1579,1540,1609)
article-paragraph: Τὸ γενικὸν σύμπτωμα τῆς μοιραίας τριχοπτώσεως εἶνε μία λιπαρὰ πιτυρίασις κατάπασα τοῦ δέρματος. xyxy=(584,412,790,472)
formula-label: 1ον) xyxy=(584,1651,609,1664)
article-paragraph: Ἐὰν ἀπ' ἐναντίας ἡ πτῶσις προέρχεται ἐκ γενικῆς ἐξασθενήσεως, πρέπει νὰ ληφθοῦν τονωτικὰ φάρμακα. xyxy=(584,1486,790,1547)
article-paragraph: Φαίνεται ὅτι εἰς τὰς ἐπαρχίας ἐξεδηλώθη ζωηρὰ κίνησις ὑπὲρ τῶν ἐκλογῶν. xyxy=(355,1099,572,1144)
article-paragraph: Τὸ ὅχημα ἐσταμάτησε μόλις μετὰ πολλὰ μέτρα. Οἱ ἐπιβάται ἔντρομοι ἐξῆλθον καὶ ἔσπευσαν πρὸς τὸ μέρος τοῦ δυστυχήματος ὅπου εὑρίσκετο τὸ πτῶμα. xyxy=(1292,294,1540,355)
article-paragraph: Σᾶς συνιστῶ κατόπιν πεῖρας τὰ ἑξῆς φάρμακα διὰ τὰ μαλλιά (lotions) : xyxy=(584,1601,790,1646)
formula-row: Teinture de jaborbindi 25 gram. xyxy=(584,1785,790,1799)
column-1: πρὶν ἀκόμη μυηθοῦν τελείως καὶ ἴδιοι νὰ θεραπεύσουν τοὺς νευρασθενεῖς, οἱ ὁποῖοι θέλουν νὰ γείνουν ὁπωσδήποτε. X Ἰδοὺ καὶ ἓν παράδειγμα : Ὁ πάστωρ Ρὸξ τοῦ Νέου Ζέρσεϋ, εἷς ἐκ τῶν ἀποστόλων τοῦ «Ἐμμανουὴλ» ἀγγέλλει ὅτι τὸ ἄρθρον τοῦ ὅτι αἱ σύζυγοι καὶ μητέρες δύνανται νὰ διορθώσουν τὸν κακὸν χαρακτῆρα καὶ τὰς κακὰς ἕξεις τῶν συζύγων των καὶ τῶν τέκνων των, ἀρκεῖ τὴν νύκτα, καθ' ἣν ὥραν ἐκοιμῶντο νὰ τοῦ ὑπέβαλε τὴν ἰδέαν ὅτι ἔπρεπε νὰ διορθώσῃ τὸ ἐλάττωμά του οἰονδήποτε καὶ ἂν ἦτο. Ἐβοκίμασα, εἶπε, τὴν μέθοδον μου ταύτην ἐπὶ 100 ἀτόμων. Οἱ 35 ἐγειναν ἀγγελοι ὡς ἄγγελοι. Οὔτε ἔπινον πλέον, οὔτε ὕβριζον, οὔτε συνεπλήκοντο. 45 ἄλλων ὁ χαρακτὴρ ἐβελτιώθη. 20 μόνον ἐξηκολούθησαν νὰ εἶνε ἀδιόρθωτοι. Μία ἐκ τῶν ἀκροατῶν ἐσκεύασε ἀμέσως νὰ ἐφαρμόσῃ τὴν μέθοδον τοῦ πάστορος. Ὁ σύζυγος της ἦτο, μέθυσος. Τὴν νύκτα ὅταν ἐκοιμᾶτο τοῦ ἐψιθύρισε εἰς τὸ οὖς : «Ἄκουσε ! θὰ σοῦ πῶ κάτι τι σπουδαῖον. Τὸ βράδυ ὅταν θὰ τελειώσῃς τὴν ἐργασίαν σου νὰ μὴ πᾷς νὰ πίῃς, ἀλλὰ νὰ ἔλθῃς εἰς τὸ σπίτι νὰ ἀπολαύσῃς τὴν χαρὰν τοῦ οἰκογενειακοῦ βίου». Ὁ σύζυγος ὅταν τὸ πρωῒ ἐξύπνησε κατέστρεψε πάντοτε ὑπὸ τῆς ἰδέας ὅτι θὰ ὑπάγῃ τὸ βράδυ μετὰ τὴν ἐργασίαν νὰ πίῃ, ἀλλὰ ἐπέστρεψε καὶ δὲν ἐμέθυσε πλέον· ἐπὶ τέλους οἱ γείτονες λέγουν ὅτι εἶνε ἀληθινὸς ἄγγελος... Εδω Κι' Εκει Ἡ γαλλικὴ Ἀκαδημία δὲν εἶνε ἀρκετὰ εὐτυχὴς εἰς τὴν ἐκλογὴν τῶν μελῶν αὐτῆς, καὶ πολλάκις ἐκλέγονται ἄνδρες ἀσήμαντοι, ἐνῶ ἀποκλείονται οἱ ἀληθῶς ἄξιοι. Διὰ τοῦτο καὶ ἡ πρώτη τῆς Ἀκαδημίας ἐκλογὴ μετὰ μακρὰν ἀναβολὴν ἐθεωρήθη ὡς σπουδαῖον γεγονὸς ὑπὸ πάντων τῶν φιλολογικῶν κύκλων τῶν Παρισίων. Ἐκ τῶν γαλλικῶν ἐφημερίδων μανθάνομεν ὅτι ἡ ἐπιτροπὴ ἀπεφάσισε νὰ ἀναβάλῃ τὴν ἐκλογὴν μέχρι τῆς προσεχοῦς συνεδριάσεως, ἐπειδὴ οὐδεὶς ἐκ τῶν ὑποψηφίων ἔλαβε τὴν ἀπαιτουμένην πλειοψηφίαν. Ἐπίσης εἰς τὰ Πατήσια τὸ ἡλεκτρικὸν τραμ ἐξακολουθεῖ νὰ κινῆται μὲ ἄκρως ἐπικίνδυνον ταχύτητα, χωρὶς νὰ λαμβάνωνται τὰ ἀναγκαῖα μέτρα ἀσφαλείας ὑπὸ τῆς ἑταιρείας. Ἀφθονώτατα γίνονται ἐφέτος αἱ ὀπῶραι, τὰ δὲ σταφύλια πωλοῦνται ἀντὶ ἐλαχίστης τιμῆς εἰς τὰς ἀγορὰς τῆς πρωτευούσης. Κατὰ τὴν χθεσινὴν συνεδρίασιν τοῦ Δημοτικοῦ Συμβουλίου συνεζητήθη τὸ ζήτημα τοῦ φωτισμοῦ τῶν ὁδῶν τῆς πόλεως, ἀπεφασίσθη δὲ ἡ ἐγκατάστασις νέων φανῶν εἰς τὰς κεντρικὰς ὁδούς. Ἡ Ἑταιρεία τῶν Ἑλληνικῶν Σιδηροδρόμων ἀνεκοίνωσεν ὅτι ἀπὸ τῆς προσεχοῦς ἑβδομάδος θὰ τεθῇ εἰς ἐφαρμογὴν νέον δρομολόγιον τῶν ἁμαξοστοιχιῶν. Ὀλίγον ἔλειψε νὰ εἴπωμεν ὅτι ὁ χειμὼν ἐπῆλθεν ἤδη· ἡ θερμοκρασία κατῆλθεν αἰσθητῶς, αἱ δὲ βροχαὶ ἐξακολουθοῦν ἀδιάκοπα. Τὸ Ὑπουργεῖον τῶν Ἐσωτερικῶν ἐξέδωκε νέαν ἐγκύκλιον περὶ τῆς καθαριότητος τῶν ὁδῶν καὶ τῶν πλατειῶν τῆς πρωτευούσης. Τὸ μέτρον τοῦτο ἐνεκρίθη παρὰ πάντων, διότι ἡ κατάστασις τῶν ὁδῶν εἶνε πράγματι ἀθλία καὶ ἡ καθαριότης ἀπουσιάζει. Μία ἐκ τῶν μεγαλειτέρων δυσκολιῶν εἶνε ἡ ἔλλειψις ὕδατος, ἡ ὁποία ἐπηρεάζει τὴν ὑγιεινὴν τῆς πόλεως κατὰ τοὺς θερινοὺς μῆνας. Ἐπὶ τῇ εὐκαιρίᾳ ταύτῃ ὑπενθυμίζομεν εἰς τὰς ἀρμοδίους ἀρχὰς ὅτι τὰ ἔργα τοῦ Μαραθῶνος πρέπει νὰ ἀρχίσουν τὸ ταχύτερον. Διὰ τὸν λόγον τοῦτον ὁ Δήμαρχος ἀπεφάσισε νὰ ζητήσῃ τὴν συνδρομὴν τῆς Κυβερνήσεως, ὅπως ἐξασφαλισθῇ τὸ ἀπαιτούμενον ποσόν. Κατόπιν μακρᾶς συζητήσεως ἐνεκρίθη ἡ πρότασις, ἡ δὲ ἐπιτροπὴ θὰ ὑποβάλῃ τὴν ἔκθεσίν της ἐντὸς τῆς προσεχοῦς ἑβδομάδος. Ἐκ τῶν ἀνωτέρω καταφαίνεται ὅτι τὸ ζήτημα θὰ λυθῇ ὁριστικῶς μετ' ὀλίγον χρόνον, πρὸς μεγάλην ἱκανοποίησιν τῶν κατοίκων. Χθὲς τὴν νύκτα εἰς ἰερεὺς ἐν κραιπάλῃ εὑρισκόμενος ἐπεχείρησε νὰ εἰσέλθῃ εἰς τὴν ἐκκλησίαν, ἀλλ' ἐκρατήθη ὑπὸ τῶν ἀστυφυλάκων. Ἡ ἐπιτροπὴ τῆς Ἐκθέσεως ἀνακοινώνει ὅτι αἱ αἰτήσεις τῶν ἐκθετῶν γίνονται δεκταὶ μέχρι τῆς 30 τρέχοντος. Μία χωρικὴ εὑρισκομένη κατὰ τὴν λειτουργίαν εἰς τὸν Ναὸν καὶ τὴν δυνάμει νὰ βλάψῃ τὸν ἱερέα καὶ τοὺς πιστοὺς ἀπεβλήθη τοῦ ναοῦ. Κατόπιν μὲ κόπον πολὺν τὸν ἐκάλεσαν καὶ ἐξῆλθον. Μετανόησαν δὲ κατόπιν πολὺ διὰ τὴν πρᾶξιν των. Δὲν εἶνε δυνατὸν νὰ λυθῇ ἄλλως τὸ ζήτημα, ἢ διὰ τῆς χορηγήσεως τοῦ οἴνου . xyxy=(31,93,343,1662)
newspaper-masthead: ΣΚΡΙΠ xyxy=(712,41,856,82)
formula-row: Teinture de capsicum 10 gram. xyxy=(584,1800,790,1813)
article-paragraph: Κατόπιν τῶν γνωσθέντων ἐσχάτως νεωτέρων κρουσμάτων χολέρας ἐν Κριμαίᾳ, ἐγκρίθη διὰ τῆς χθὲς διατάξεως ἡ ἐφαρμογὴ μέτρων προφυλακτικῶν ὑγειονομικῶν διὰ τὰς προελεύσεις ἐκ τῆς Κριμαίας. xyxy=(1292,1245,1540,1336)
article-headline: ΤΗΣ ΓΥΝΑΙΚΟΣ xyxy=(598,157,776,184)
ad-heading: ΤΑ ΠΑΙΔΙΑ ΤΟ ΑΓΑΠΟΣΙ xyxy=(387,2126,540,2142)
section-heading: ΤΟ ΔΥΣΤΥΧΗΜΑ xyxy=(1102,566,1206,581)
formula-row: Teinture de Quillaya 25 gram. xyxy=(584,1770,790,1784)
ad-text: Ταμιευτήριον 4 1/4 οἱο xyxy=(831,2156,1001,2172)
obituary-text: Ἀποθανόντα κηδεύομεν σήμερον Δευτέραν καὶ ὥραν 3 μ. μ. ἐκ τοῦ ναοῦ τῆς Ἁγίας Εἰρήνης. xyxy=(802,1067,1018,1112)
ad-heading: ΟΥΔΕΜΙΑ ΔΥΣΚΟΛΙΑ xyxy=(377,2079,550,2099)
article-paragraph: Ἡ μηχανὴ τοῦ τροχιοδρόμου εὑρισκομένη εἰς τὴν ταχεῖαν κίνησιν παρέσυρε τὸν ἀτυχῆ νέον καὶ ὑπὸ τοὺς τροχοὺς κατεσπάραξε τὸ μέρος εἰς τὸ ὁποῖον εὑρίσκετο ὁ μικρὸς ξυλουργός. xyxy=(1030,484,1278,560)
ad-caption: Ζητεῖτε πάντοτε τὸ γνήσιον xyxy=(441,2049,566,2059)
article-paragraph: Ὁ πελευταῖος μετὰ μακρὰν ἀπουσίαν ἐκ τῆς πόλεως ἐπέστρεψεν ἤδη καὶ συνεννοήθη μετὰ τῶν φίλων του. xyxy=(355,1411,572,1471)
formula-row: Extrait de jaborandi xyxy=(584,1872,695,1886)
article-paragraph: Κατὰ πληροφορίας ἐκ Λαρίσης ὁ κ. Μπουσγῆς θὰ συμπράξῃ μετὰ τοῦ κ. Μαυρομιχάλη εἰς τὰς προσεχεῖς ἐκλογάς. xyxy=(355,1149,572,1209)
page-number: 2 xyxy=(29,49,50,83)
article-paragraph: Κατὰ τηλεγράφημα ἐκ Παρισίων πρὸς τὸ Ἀθην. Πρακτορεῖον ἡ «Ἐρυθρὰ τῶν Συζητήσεων» πληροφορεῖται ἐκ Βελιγραδίου ὅτι ὡς βέβαιον λέγεται ὅτι αἱ 20 χιλιάδες Αὐστριακοὶ στρατιῶται αἵτινες ἀπεστάλησαν εἰς Βοσνίαν ὅπως ἀντικαταστήσουν τοὺς στρατιώτας Σερβικῆς καὶ Σλαυικῆς ἐθνικότητος, οἱ ὁποῖοι ὑπηρετοῦν ἐκεῖ. xyxy=(1030,974,1278,1112)
article-paragraph: Ὁ Τουρκικὸς τύπος δημοσιεύει ἐνθουσιώδη ἄρθρα ὑπὲρ τῆς ἐκδρομῆς ταύτης. Ἡ καταρτισθεῖσα ὑπὸ τοῦ Δημοσιογραφικοῦ Συνδέσμου ἐπιτροπὴ ἀπετελέσθη ἐκ τῶν κ. κ. Μανούσου, Ταγκαράκη, Ἀργυροπούλου καὶ Τσαγρῆ. xyxy=(1292,836,1540,927)
article-paragraph: Τὸ εἰς τὴν ἀμμώδη ἀκτὴν τοῦ Ν. Φαλήρου προσαράξαν ἐξ ἐργάσιμον ἀτμόπλοιον «Σταθάτος» ἀνελκύσθη χθὲς ὑπὸ τῆς Ναυτικῆς ἑταιρείας. Τὸ ἀνελκυσθὲν ἀτμόπλοιον ὡδηγήθη διὰ νὰ ἐπισκευασθῇ εἰς τὸν λιμένα Πειραιῶς. xyxy=(1292,1088,1540,1179)
news-item: Ἀφθονώτατα γίνονται ἐφέτος αἱ ὀπῶραι, τὰ δὲ σταφύλια πωλοῦνται ἀντὶ ἐλαχίστης τιμῆς εἰς τὰς ἀγορὰς τῆς πρωτευούσης. xyxy=(31,860,343,905)
article-paragraph: Ἀπεστάλησαν ἤδη διὰ τῆς πρεσβείας αἱ σχετικαὶ ὁδηγίαι πρὸς τοὺς κ. Λαμδαδάρον, Μαυρομιχάλην καὶ τοὺς ἄλλους ἀρχηγοὺς τῶν κομμάτων. xyxy=(355,1331,572,1407)
column-divider xyxy=(349,90,350,2082)
article-subheading: ΚΑΤΑΔΙΩΞΙΣ ΛΑΘΡΕΜΠΟΡΙΟΥ ΕΙΣ ΤΗΝ ΚΕΡΚΥΡΑΝ xyxy=(1305,1405,1526,1433)
article-paragraph: Πολλοὶ ἀπ' αὐτοὺς τοὺς σκύλλους θὰ διαφέρουν κατὰ τὴν προσεχῆ ἑβδομάδα. xyxy=(355,241,572,286)
article-paragraph: Κατὰ τηλεγράφημα ἐκ Βιέννης πρὸς τὸν Ἀθην. Πρακτορεῖον, ὁ Αὐτοκράτωρ ἐδέχθη ἐπιτροπὴν ἐκ 800,000 ὑπαλλήλων, οἱ ὁποῖοι τὸν εὐχαρίστησαν καὶ ὑπεσχέθησαν τὴν ἀφοσίωσίν των. xyxy=(1030,710,1278,785)
article-paragraph: Θὰ παρακολουθήσῃ δὲ ἡ μπάντα τῆς Μουσικῆς Σχολῆς τῆς Σμύρνης, καὶ ἡ τοῦ Ὀθωμανικοῦ Πολυτεχνείου. Ἐνέργειαι καταβάλλονται ὅπως ὁ Συμβολαιογράφος συμμετέχῃ καὶ τὸν Σμύρνῃ ὁρμοῦντος καταδρομικοῦ «Μετζητιέ». xyxy=(1292,931,1540,1022)
article-headline: ΤΟ ΧΘΕΣΙΝΟΝ ΦΡΙΚΑΛΕΟΝ xyxy=(1086,165,1484,198)
article-paragraph: Μὴ μεταχειρίζεσθε τὰ τούνικα περιτυλίσει μαζῆ μὲ τὸ ἀλκοόλ, τὰ μαλλιὰ θὰ ἀσπρίσουν. xyxy=(584,1357,790,1402)
news-item: Διὰ τὸν λόγον τοῦτον ὁ Δήμαρχος ἀπεφάσισε νὰ ζητήσῃ τὴν συνδρομὴν τῆς Κυβερνήσεως, ὅπως ἐξασφαλισθῇ τὸ ἀπαιτούμενον ποσόν. xyxy=(31,1286,343,1331)
ad-heading: ΕΧΕΤΕ ΑΣΘΕΝΕΣ xyxy=(802,99,1018,121)
column-4 xyxy=(802,93,1018,2172)
article-paragraph: Τὸ μόνον ἄριστον φάρμακον κατὰ τῆς πιτυρίδος εἶνε ἐκεῖνο τὸ ὁποῖον θὰ δοθῇ, τρία διαδοχικὰ σαπουνίσματα τοῦ τριχωτοῦ δέρματος, ἐν τῇ ἡμέρᾳ. xyxy=(584,607,790,682)
ad-text: Πωλοῦνται εἰς ἅπαντα τὰ φαρμακεῖα πρὸς δραχ. 4 τὸ κουτίον ἢ δραχ. 21 τὰ 6 κυτία. Γενικὸν ἀντιπροσώπεια: Δαμαλᾶς καὶ Σία, ἐν Πειραιεῖ. Κεντρικὴ ἀποθήκη εἰς τὸ ἐν Πειραιεῖ φαρμακεῖον Θ. Καζάζη. xyxy=(802,393,1018,484)
article-subheading: ΤΩΝ ΣΜΥΡΝΑΙΩΝ ΕΙΣ ΑΘΗΝΑΣ xyxy=(1315,739,1516,755)
article-paragraph: Κατὰ τηλεγραφικὰς πληροφορίας ἐκ Σμύρνης περατώθησαν γίνονται ἐκεῖ προετοιμασίαι διὰ τὴν ἐκδρομὴν εἰς Ἀθήνας, ἡ ὁποία θὰ μετάσχουν ἐκ τῶν Σμυρναίων. xyxy=(1292,757,1540,832)
section-heading: Εδω Κι' Εκει xyxy=(31,580,343,613)
top-border-band xyxy=(0,0,1568,29)
article-paragraph: Ἐβοκίμασα, εἶπε, τὴν μέθοδον μου ταύτην ἐπὶ 100 ἀτόμων. Οἱ 35 ἐγειναν ἀγγελοι ὡς ἄγγελοι. Οὔτε ἔπινον πλέον, οὔτε ὕβριζον, οὔτε συνεπλήκοντο. 45 ἄλλων ὁ χαρακτὴρ ἐβελτιώθη. 20 μόνον ἐξηκολούθησαν νὰ εἶνε ἀδιόρθωτοι. xyxy=(31,283,343,359)
article-paragraph: Ἡ γυναῖκα παρατηρεῖ, ἀργότερον ἀπὸ τὸν ἄνδρα, τὰς λεπτομερείας τῆς κόμης της. xyxy=(584,218,790,263)
article-paragraph: Μία ἐκ τῶν ἀκροατῶν ἐσκεύασε ἀμέσως νὰ ἐφαρμόσῃ τὴν μέθοδον τοῦ πάστορος. Ὁ σύζυγος της ἦτο, μέθυσος. Τὴν νύκτα ὅταν ἐκοιμᾶτο τοῦ ἐψιθύρισε εἰς τὸ οὖς : «Ἄκουσε ! θὰ σοῦ πῶ κάτι τι σπουδαῖον. Τὸ βράδυ ὅταν θὰ τελειώσῃς τὴν ἐργασίαν σου νὰ μὴ πᾷς νὰ πίῃς, ἀλλὰ νὰ ἔλθῃς εἰς τὸ σπίτι νὰ ἀπολαύσῃς τὴν χαρὰν τοῦ οἰκογενειακοῦ βίου». xyxy=(31,364,343,485)
news-item: Κατόπιν μὲ κόπον πολὺν τὸν ἐκάλεσαν καὶ ἐξῆλθον. Μετανόησαν δὲ κατόπιν πολὺ διὰ τὴν πρᾶξιν των. xyxy=(31,1583,343,1628)
article-paragraph: — Ὅτι λέγει μάλιστα ὁ Ἀγνώστης θὰ παιξῃ εἰς τὸ θέατρον καὶ ἡ καλλίστη ὁμὰς τῶν ἠθοποιῶν. xyxy=(355,291,572,336)
section-heading: ΚΗΔΕΙΑ xyxy=(802,971,1018,1000)
article-paragraph: Ἰδοὺ καὶ ἓν παράδειγμα : Ὁ πάστωρ Ρὸξ τοῦ Νέου Ζέρσεϋ, εἷς ἐκ τῶν ἀποστόλων τοῦ «Ἐμμανουὴλ» ἀγγέλλει ὅτι τὸ ἄρθρον τοῦ ὅτι αἱ σύζυγοι καὶ μητέρες δύνανται νὰ διορθώσουν τὸν κακὸν χαρακτῆρα καὶ τὰς κακὰς ἕξεις τῶν συζύγων των καὶ τῶν τέκνων των, ἀρκεῖ τὴν νύκτα, καθ' ἣν ὥραν ἐκοιμῶντο νὰ τοῦ ὑπέβαλε τὴν ἰδέαν ὅτι ἔπρεπε νὰ διορθώσῃ τὸ ἐλάττωμά του οἰονδήποτε καὶ ἂν ἦτο. xyxy=(31,158,343,279)
article-headline: ΤΑ ΜΥΣΤΙΚΑ xyxy=(585,115,789,153)
article-subheading: ΤΩΝ ΒΟΣΝΙΩΝ ΣΤΡΑΤΙΩΤΩΝ xyxy=(1061,958,1247,973)
article-paragraph: — Τὸ ἔργον θὰ ἐκτελεσθῇ ὑπὸ καλλιτεχνῶν ἐγχωρίων καὶ ξένων, θὰ ἀναπτυχθῇ δὲ ἐκτενῶς ἡ ὑπόθεσις. xyxy=(355,192,572,237)
article-paragraph: Ὁ μηχανοδηγὸς συνελήφθη ὑπὸ τῶν ἀστυφυλάκων καὶ ὡδηγήθη εἰς τὸ ἀστυνομικὸν τμῆμα διὰ τὰ περαιτέρω. xyxy=(1292,359,1540,404)
news-item: Ἐκ τῶν γαλλικῶν ἐφημερίδων μανθάνομεν ὅτι ἡ ἐπιτροπὴ ἀπεφάσισε νὰ ἀναβάλῃ τὴν ἐκλογὴν μέχρι τῆς προσεχοῦς συνεδριάσεως, ἐπειδὴ οὐδεὶς ἐκ τῶν ὑποψηφίων ἔλαβε τὴν ἀπαιτουμένην πλειοψηφίαν. xyxy=(31,729,343,790)
scott-ad-box xyxy=(355,1768,572,2065)
obituary-text: Ἀθῆναι 16 Νοεμβρίου 1908. xyxy=(830,1166,990,1181)
article-headline: Η ΑΝΕΛΚΥΣΙΣ xyxy=(1335,1036,1496,1063)
obituary-text: Οἱ ἀδελφοὶ — Παναγ. Τραμουντάνης, Κων/νος Προτόπαπας, Ἀγλαΐα Ν. Τραμουντάνη xyxy=(802,1186,1018,1231)
article-subheading: ΠΡΟΣ ΤΟΝ ΦΡΑΓΚΙΣΚΟΝ ΙΩΣΗΦ xyxy=(1049,692,1259,708)
ad-heading: ΛΑΪΚΗ ΤΡΑΠΕΖΑ xyxy=(839,2134,981,2153)
article-paragraph: Τὰ νέα μαλλιὰ ἀναπτύσσονται ταχύτερον ἐὰν λαμβάνωμεν τὴν φροντίδα νὰ κάμωμεν συχνὰ δυναταὶ ἐντριβὰς μὲ ἀλκοόλ. xyxy=(584,1292,790,1353)
masthead-rule xyxy=(24,84,1553,87)
obituary-text: Τὸν προσφιλῆ ἀδελφὸν, ἀνεψιὸν καὶ θεῖον ΔΗΜΗΤΡΙΟΝ Γ. ΤΡΑΜΟΥΝΤΑΝΗΝ (Τελώνην Α' Τάξεως) xyxy=(805,1003,1015,1063)
news-item: Ἡ γαλλικὴ Ἀκαδημία δὲν εἶνε ἀρκετὰ εὐτυχὴς εἰς τὴν ἐκλογὴν τῶν μελῶν αὐτῆς, καὶ πολλάκις ἐκλέγονται ἄνδρες ἀσήμαντοι, ἐνῶ ἀποκλείονται οἱ ἀληθῶς ἄξιοι. xyxy=(31,616,343,675)
ad-text: Τὰ γνήσια καταπότια Πὶνκ φέρουν ἐξωθεν τοῦ κυτίου λευκὴν ταινίαν μὲ τὸ ὄνομα Δαμαλᾶ καὶ Σία, ἄνευ δὲ ταύτης δὲν εἶνε γνήσια. xyxy=(802,488,1018,549)
formula-label: 2ον) xyxy=(584,1727,609,1741)
article-headline: ΤΑ ΘΥΡΟΠΑΘΙΑ xyxy=(1061,1332,1247,1359)
fisherman-icon xyxy=(478,1865,566,2012)
